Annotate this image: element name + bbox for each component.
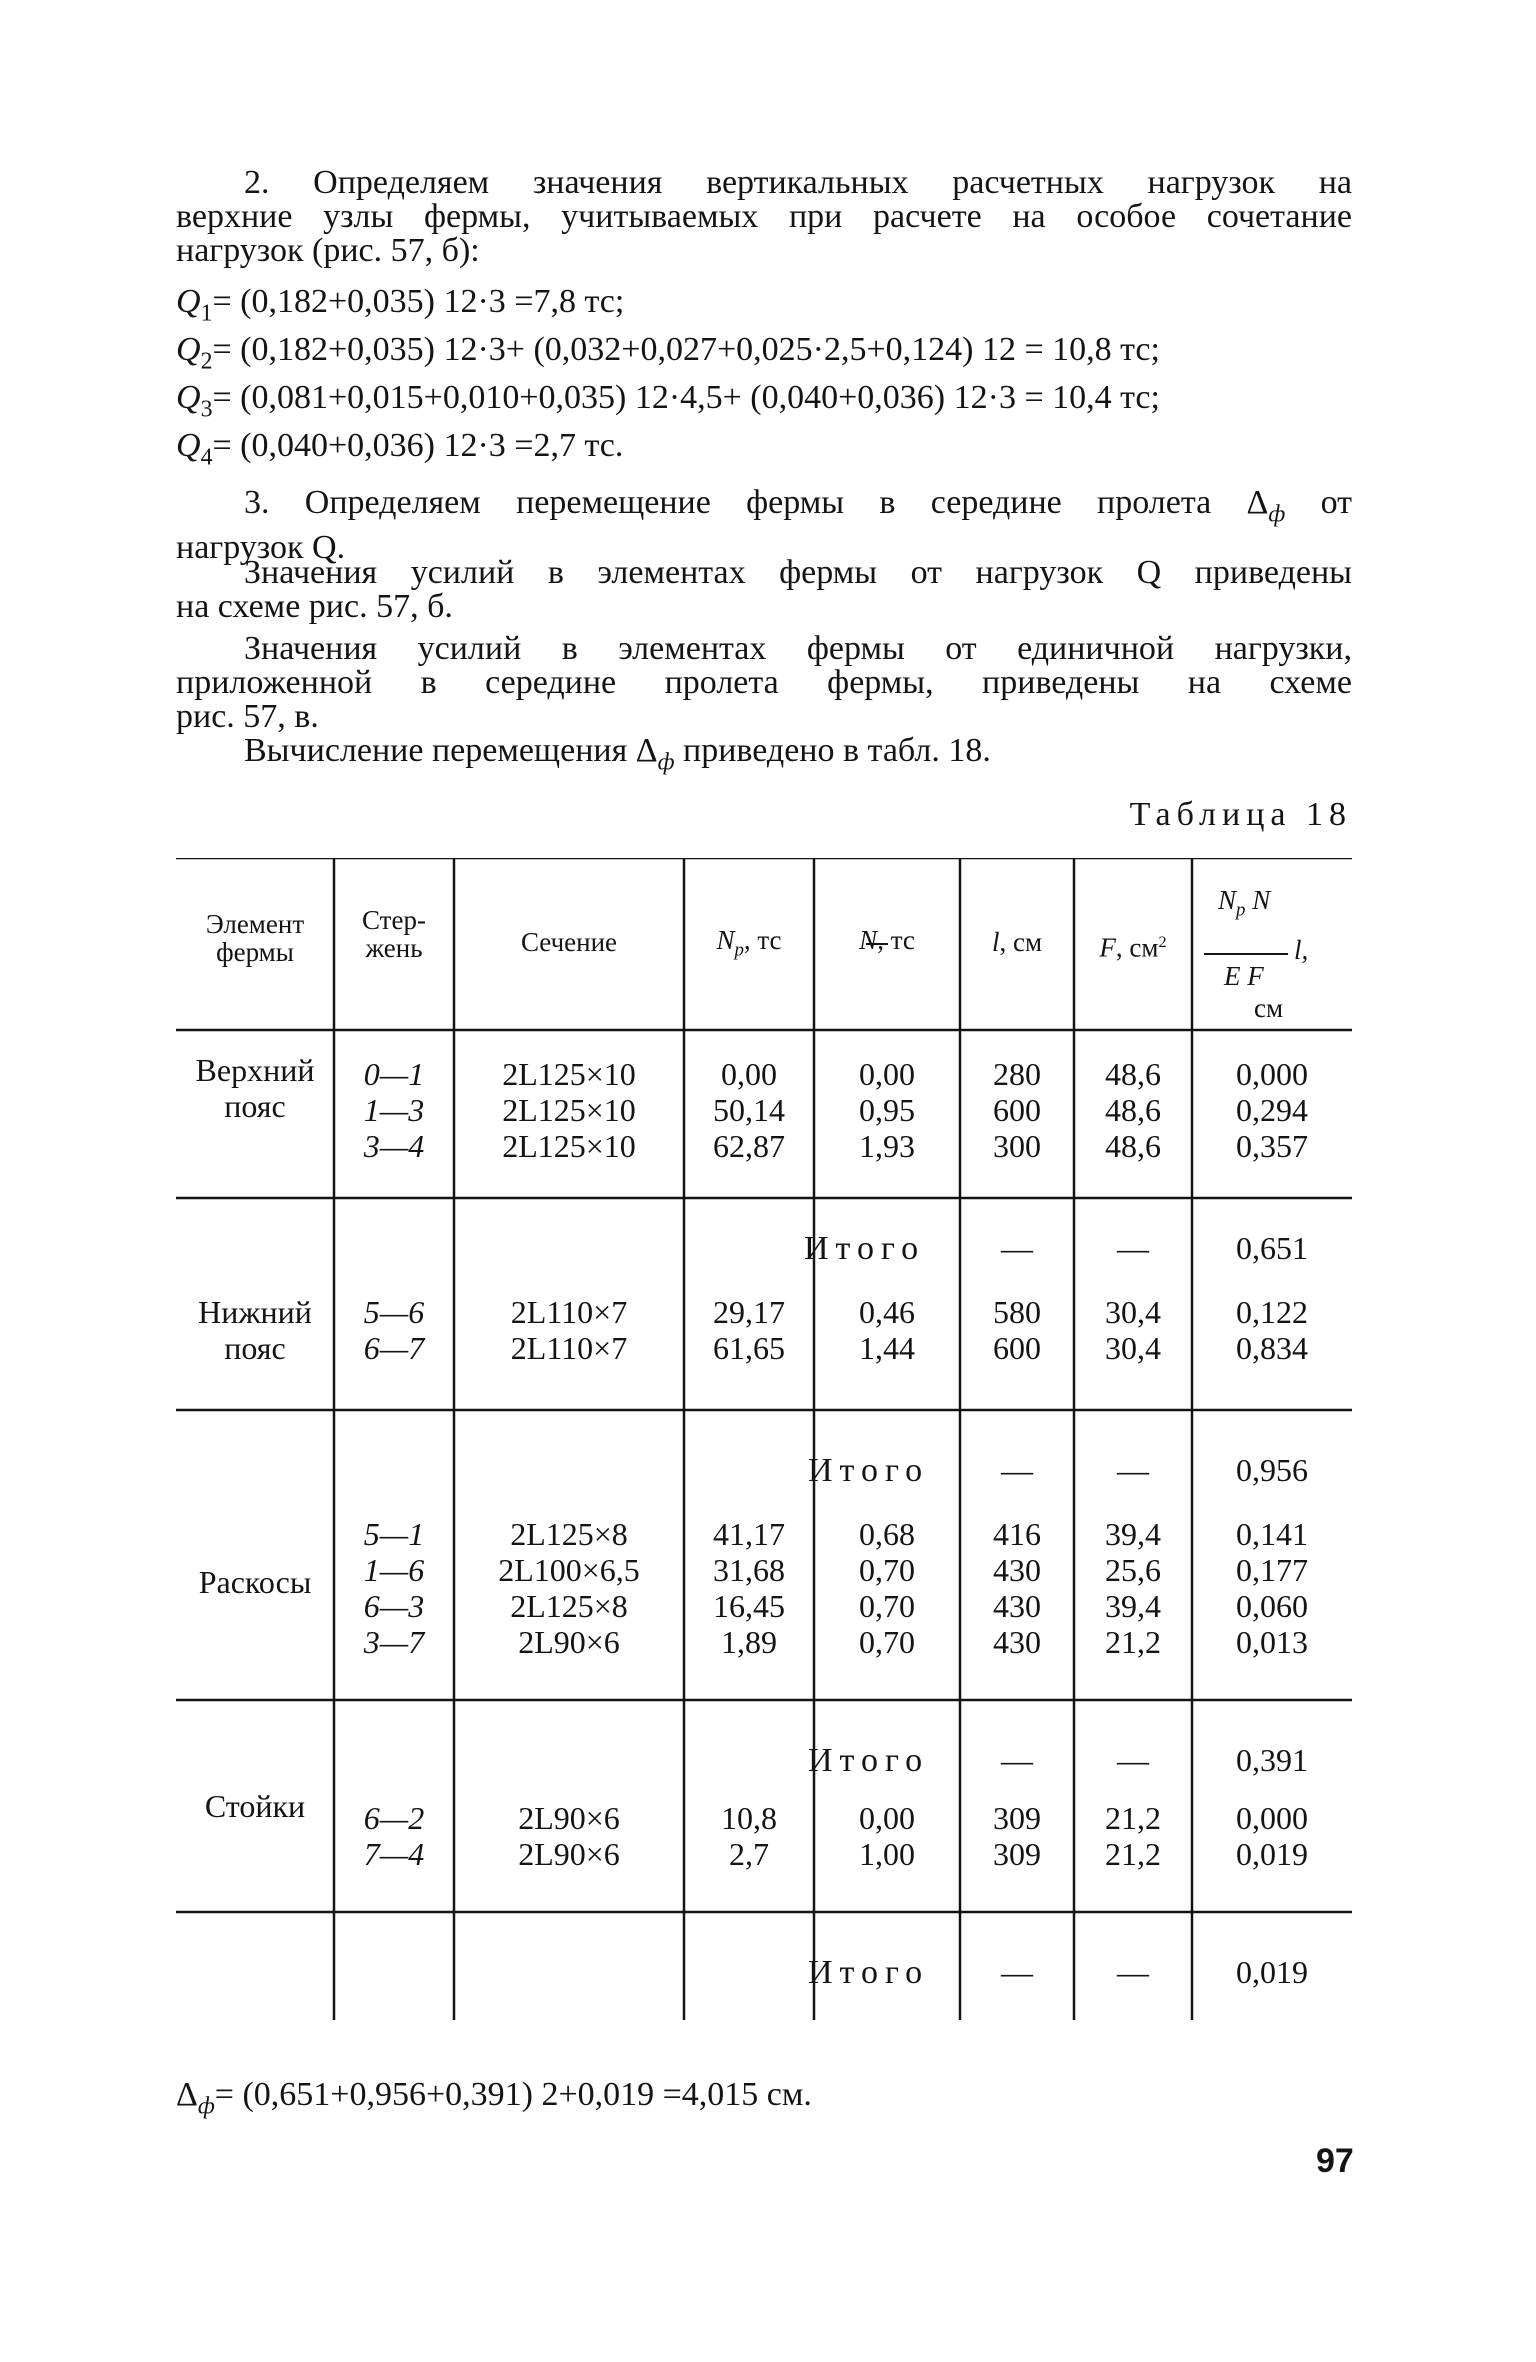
unit-load-paragraph xyxy=(176,632,1352,734)
equation-q3-symbol: Q xyxy=(176,379,201,416)
group-2-name xyxy=(176,1294,334,1366)
group-4-rod-2: 7—4 xyxy=(363,1836,425,1872)
group-1-nbar-2: 0,95 xyxy=(859,1092,915,1128)
group-2-total-label: Итого xyxy=(808,1452,930,1489)
group-3-np-1: 41,17 xyxy=(713,1516,785,1552)
equation-q2 xyxy=(176,330,1160,378)
group-2-area xyxy=(1074,1294,1192,1366)
group-2-sections xyxy=(454,1294,684,1366)
group-4-np-2: 2,7 xyxy=(729,1836,769,1872)
group-1-ratio xyxy=(1192,1056,1352,1164)
group-2-total-area: — xyxy=(1117,1452,1149,1488)
group-4-section-1: 2L90×6 xyxy=(518,1800,620,1836)
group-1-nbar-3: 1,93 xyxy=(859,1128,915,1164)
header-np-sub: p xyxy=(734,939,744,961)
equation-q4-index: 4 xyxy=(200,444,213,471)
group-4-total-area: — xyxy=(1117,1954,1149,1990)
header-area-unit: , см xyxy=(1115,932,1159,963)
group-3-length xyxy=(960,1516,1074,1660)
group-2-section-2: 2L110×7 xyxy=(510,1330,628,1366)
group-2-np-2: 61,65 xyxy=(713,1330,785,1366)
header-length-symbol: l xyxy=(991,927,1000,957)
load-equations xyxy=(176,282,1160,474)
header-rod xyxy=(334,906,454,962)
group-3-np xyxy=(684,1516,814,1660)
header-ratio-numerator xyxy=(1218,886,1270,925)
group-3-length-2: 430 xyxy=(993,1552,1041,1588)
group-2-total-ratio: 0,956 xyxy=(1236,1452,1308,1488)
group-4-np-1: 10,8 xyxy=(721,1800,777,1836)
group-1-name-line-1: Верхний xyxy=(195,1052,315,1088)
group-4-total-length: — xyxy=(1001,1954,1033,1990)
group-4-sections xyxy=(454,1800,684,1872)
group-2-ratio-2: 0,834 xyxy=(1236,1330,1308,1366)
group-1-ratio-1: 0,000 xyxy=(1236,1056,1308,1092)
group-3-nbar-2: 0,70 xyxy=(859,1552,915,1588)
group-3-area xyxy=(1074,1516,1192,1660)
group-3-total-length: — xyxy=(1001,1742,1033,1778)
equation-q2-index: 2 xyxy=(200,348,213,375)
equation-q3-expression: = (0,081+0,015+0,010+0,035) 12·4,5+ (0,040+0,036) 12·3 = 10,4 тс; xyxy=(212,379,1160,416)
group-2-name-line-2: пояс xyxy=(224,1330,286,1366)
group-3-name xyxy=(176,1564,334,1600)
group-1-np xyxy=(684,1056,814,1164)
group-4-rods xyxy=(334,1800,454,1872)
group-1-nbar xyxy=(814,1056,960,1164)
table-18 xyxy=(176,858,1352,2030)
equation-q1-expression: = (0,182+0,035) 12·3 =7,8 тс; xyxy=(212,283,625,320)
group-3-section-4: 2L90×6 xyxy=(518,1624,620,1660)
group-1-area-2: 48,6 xyxy=(1105,1092,1161,1128)
header-area-symbol: F xyxy=(1099,932,1116,963)
group-3-ratio-4: 0,013 xyxy=(1236,1624,1308,1660)
header-np-unit: , тс xyxy=(743,925,782,955)
group-3-section-3: 2L125×8 xyxy=(510,1588,628,1624)
group-2-np xyxy=(684,1294,814,1366)
group-1-length-3: 300 xyxy=(993,1128,1041,1164)
group-1-area-1: 48,6 xyxy=(1105,1056,1161,1092)
final-equation xyxy=(176,2076,812,2120)
group-3-rod-1: 5—1 xyxy=(363,1516,425,1552)
section-2-paragraph xyxy=(176,166,1352,268)
group-3-rod-2: 1—6 xyxy=(363,1552,425,1588)
group-3-ratio-1: 0,141 xyxy=(1236,1516,1308,1552)
group-3-section-1: 2L125×8 xyxy=(510,1516,628,1552)
equation-q4-symbol: Q xyxy=(176,427,201,464)
final-equation-delta: Δ xyxy=(176,2076,198,2113)
header-ratio-unit: см xyxy=(1254,993,1284,1023)
group-2-ratio-1: 0,122 xyxy=(1236,1294,1308,1330)
section-2-line-2: верхние узлы фермы, учитываемых при расчете на особое сочетание xyxy=(176,198,1352,235)
group-1-section-3: 2L125×10 xyxy=(502,1128,636,1164)
section-3-line-2: нагрузок Q. xyxy=(176,529,346,567)
group-1-np-2: 50,14 xyxy=(713,1092,785,1128)
header-nbar xyxy=(814,926,960,954)
group-1-section-1: 2L125×10 xyxy=(502,1056,636,1092)
calc-delta-sub: ф xyxy=(657,749,675,776)
group-2-nbar xyxy=(814,1294,960,1366)
group-1-total-label: Итого xyxy=(804,1230,926,1267)
group-2-nbar-1: 0,46 xyxy=(859,1294,915,1330)
group-3-np-3: 16,45 xyxy=(713,1588,785,1624)
group-1-name-line-2: пояс xyxy=(224,1088,286,1124)
group-1-total-ratio: 0,651 xyxy=(1236,1230,1308,1266)
group-4-area xyxy=(1074,1800,1192,1872)
equation-q1 xyxy=(176,282,1160,330)
header-area xyxy=(1074,928,1192,962)
group-4-length-2: 309 xyxy=(993,1836,1041,1872)
group-2-section-1: 2L110×7 xyxy=(510,1294,628,1330)
group-1-area xyxy=(1074,1056,1192,1164)
group-2-length-1: 580 xyxy=(993,1294,1041,1330)
group-4-ratio-2: 0,019 xyxy=(1236,1836,1308,1872)
group-3-total-area: — xyxy=(1117,1742,1149,1778)
group-1-length xyxy=(960,1056,1074,1164)
group-1-ratio-2: 0,294 xyxy=(1236,1092,1308,1128)
group-3-sections xyxy=(454,1516,684,1660)
group-2-name-line-1: Нижний xyxy=(198,1294,312,1330)
final-equation-expression: = (0,651+0,956+0,391) 2+0,019 =4,015 см. xyxy=(214,2076,812,2113)
group-4-nbar-2: 1,00 xyxy=(859,1836,915,1872)
header-ratio-denominator: E F xyxy=(1224,961,1264,991)
group-2-rod-1: 5—6 xyxy=(363,1294,425,1330)
group-1-nbar-1: 0,00 xyxy=(859,1056,915,1092)
group-4-rod-1: 6—2 xyxy=(363,1800,425,1836)
group-2-nbar-2: 1,44 xyxy=(859,1330,915,1366)
group-4-area-1: 21,2 xyxy=(1105,1800,1161,1836)
group-3-rod-4: 3—7 xyxy=(363,1624,425,1660)
group-2-rods xyxy=(334,1294,454,1366)
equation-q1-index: 1 xyxy=(200,300,213,327)
group-4-length xyxy=(960,1800,1074,1872)
section-3-line-1-text: 3. Определяем перемещение фермы в середине пролета Δ xyxy=(244,484,1269,521)
group-3-np-2: 31,68 xyxy=(713,1552,785,1588)
group-1-length-1: 280 xyxy=(993,1056,1041,1092)
header-length-unit: , см xyxy=(999,927,1043,957)
page-number: 97 xyxy=(1316,2142,1354,2180)
group-1-np-3: 62,87 xyxy=(713,1128,785,1164)
group-3-ratio-2: 0,177 xyxy=(1236,1552,1308,1588)
group-3-area-4: 21,2 xyxy=(1105,1624,1161,1660)
header-element-line-2: фермы xyxy=(216,937,294,967)
header-np-symbol: N xyxy=(716,925,735,955)
group-4-name-line-1: Стойки xyxy=(204,1788,306,1824)
group-3-length-4: 430 xyxy=(993,1624,1041,1660)
section-2-line-1: 2. Определяем значения вертикальных расчетных нагрузок на xyxy=(244,164,1352,201)
header-section: Сечение xyxy=(520,927,618,957)
calc-paragraph xyxy=(176,734,1352,779)
group-3-name-line-1: Раскосы xyxy=(198,1564,312,1600)
group-3-rods xyxy=(334,1516,454,1660)
group-1-np-1: 0,00 xyxy=(721,1056,777,1092)
group-1-rod-3: 3—4 xyxy=(363,1128,425,1164)
header-element xyxy=(176,910,334,966)
group-2-rod-2: 6—7 xyxy=(363,1330,425,1366)
header-ratio-num-second: N xyxy=(1245,885,1271,915)
group-3-ratio xyxy=(1192,1516,1352,1660)
group-1-section-2: 2L125×10 xyxy=(502,1092,636,1128)
header-area-sup: 2 xyxy=(1158,933,1167,951)
header-length xyxy=(960,928,1074,956)
unit-load-line-3: рис. 57, в. xyxy=(176,698,319,735)
calc-text-before: Вычисление перемещения Δ xyxy=(244,732,658,769)
group-3-section-2: 2L100×6,5 xyxy=(498,1552,640,1588)
group-4-total-label: Итого xyxy=(808,1954,930,1991)
group-4-nbar xyxy=(814,1800,960,1872)
header-nbar-symbol: N xyxy=(859,925,878,955)
group-1-length-2: 600 xyxy=(993,1092,1041,1128)
forces-q-line-2: на схеме рис. 57, б. xyxy=(176,588,453,625)
group-1-rod-1: 0—1 xyxy=(363,1056,425,1092)
equation-q4-expression: = (0,040+0,036) 12·3 =2,7 тс. xyxy=(212,427,624,464)
header-rod-line-1: Стер- xyxy=(362,905,426,935)
calc-line xyxy=(176,734,1352,779)
group-1-rod-2: 1—3 xyxy=(363,1092,425,1128)
group-3-area-2: 25,6 xyxy=(1105,1552,1161,1588)
section-3-line-1 xyxy=(176,486,1352,531)
group-1-rods xyxy=(334,1056,454,1164)
group-3-nbar-4: 0,70 xyxy=(859,1624,915,1660)
group-3-length-3: 430 xyxy=(993,1588,1041,1624)
equation-q1-symbol: Q xyxy=(176,283,201,320)
group-1-total-area: — xyxy=(1117,1230,1149,1266)
equation-q3-index: 3 xyxy=(200,396,213,423)
group-3-area-1: 39,4 xyxy=(1105,1516,1161,1552)
equation-q3 xyxy=(176,378,1160,426)
group-1-area-3: 48,6 xyxy=(1105,1128,1161,1164)
section-3-line-1-tail: от xyxy=(1285,484,1352,521)
header-ratio-num-sub: p xyxy=(1236,899,1246,921)
header-np xyxy=(684,926,814,965)
group-4-length-1: 309 xyxy=(993,1800,1041,1836)
forces-q-paragraph xyxy=(176,556,1352,624)
group-1-name xyxy=(176,1052,334,1124)
unit-load-line-1: Значения усилий в элементах фермы от единичной нагрузки, xyxy=(244,630,1352,667)
header-element-line-1: Элемент xyxy=(205,909,305,939)
group-3-nbar xyxy=(814,1516,960,1660)
forces-q-line-1: Значения усилий в элементах фермы от нагрузок Q приведены xyxy=(244,554,1352,591)
header-ratio-num-symbol: N xyxy=(1218,885,1237,915)
group-4-total-ratio: 0,019 xyxy=(1236,1954,1308,1990)
group-4-ratio xyxy=(1192,1800,1352,1872)
group-2-length-2: 600 xyxy=(993,1330,1041,1366)
group-1-sections xyxy=(454,1056,684,1164)
group-3-area-3: 39,4 xyxy=(1105,1588,1161,1624)
section-2-line-3: нагрузок (рис. 57, б): xyxy=(176,232,480,269)
header-ratio-tail: l, xyxy=(1294,935,1309,965)
group-3-rod-3: 6—3 xyxy=(363,1588,425,1624)
unit-load-line-2: приложенной в середине пролета фермы, приведены на схеме xyxy=(176,664,1352,701)
group-3-np-4: 1,89 xyxy=(721,1624,777,1660)
group-4-nbar-1: 0,00 xyxy=(859,1800,915,1836)
header-ratio xyxy=(1192,886,1352,1026)
group-2-np-1: 29,17 xyxy=(713,1294,785,1330)
group-2-length xyxy=(960,1294,1074,1366)
group-2-area-2: 30,4 xyxy=(1105,1330,1161,1366)
group-2-total-length: — xyxy=(1001,1452,1033,1488)
group-2-ratio xyxy=(1192,1294,1352,1366)
table-caption: Таблица 18 xyxy=(1129,796,1352,833)
group-2-area-1: 30,4 xyxy=(1105,1294,1161,1330)
group-4-np xyxy=(684,1800,814,1872)
equation-q2-symbol: Q xyxy=(176,331,201,368)
header-rod-line-2: жень xyxy=(365,933,423,963)
section-3-delta-sub: ф xyxy=(1268,501,1286,528)
header-nbar-unit: , тс xyxy=(877,925,915,955)
calc-text-after: приведено в табл. 18. xyxy=(674,732,991,769)
group-4-name xyxy=(176,1788,334,1824)
equation-q2-expression: = (0,182+0,035) 12·3+ (0,032+0,027+0,025·2,5+0,124) 12 = 10,8 тс; xyxy=(212,331,1160,368)
group-1-total-length: — xyxy=(1001,1230,1033,1266)
equation-q4 xyxy=(176,426,1160,474)
group-3-length-1: 416 xyxy=(993,1516,1041,1552)
group-4-section-2: 2L90×6 xyxy=(518,1836,620,1872)
final-equation-sub: ф xyxy=(197,2093,215,2120)
group-1-ratio-3: 0,357 xyxy=(1236,1128,1308,1164)
group-3-total-ratio: 0,391 xyxy=(1236,1742,1308,1778)
group-3-total-label: Итого xyxy=(808,1742,930,1779)
group-4-ratio-1: 0,000 xyxy=(1236,1800,1308,1836)
group-3-nbar-3: 0,70 xyxy=(859,1588,915,1624)
group-3-ratio-3: 0,060 xyxy=(1236,1588,1308,1624)
group-3-nbar-1: 0,68 xyxy=(859,1516,915,1552)
group-4-area-2: 21,2 xyxy=(1105,1836,1161,1872)
